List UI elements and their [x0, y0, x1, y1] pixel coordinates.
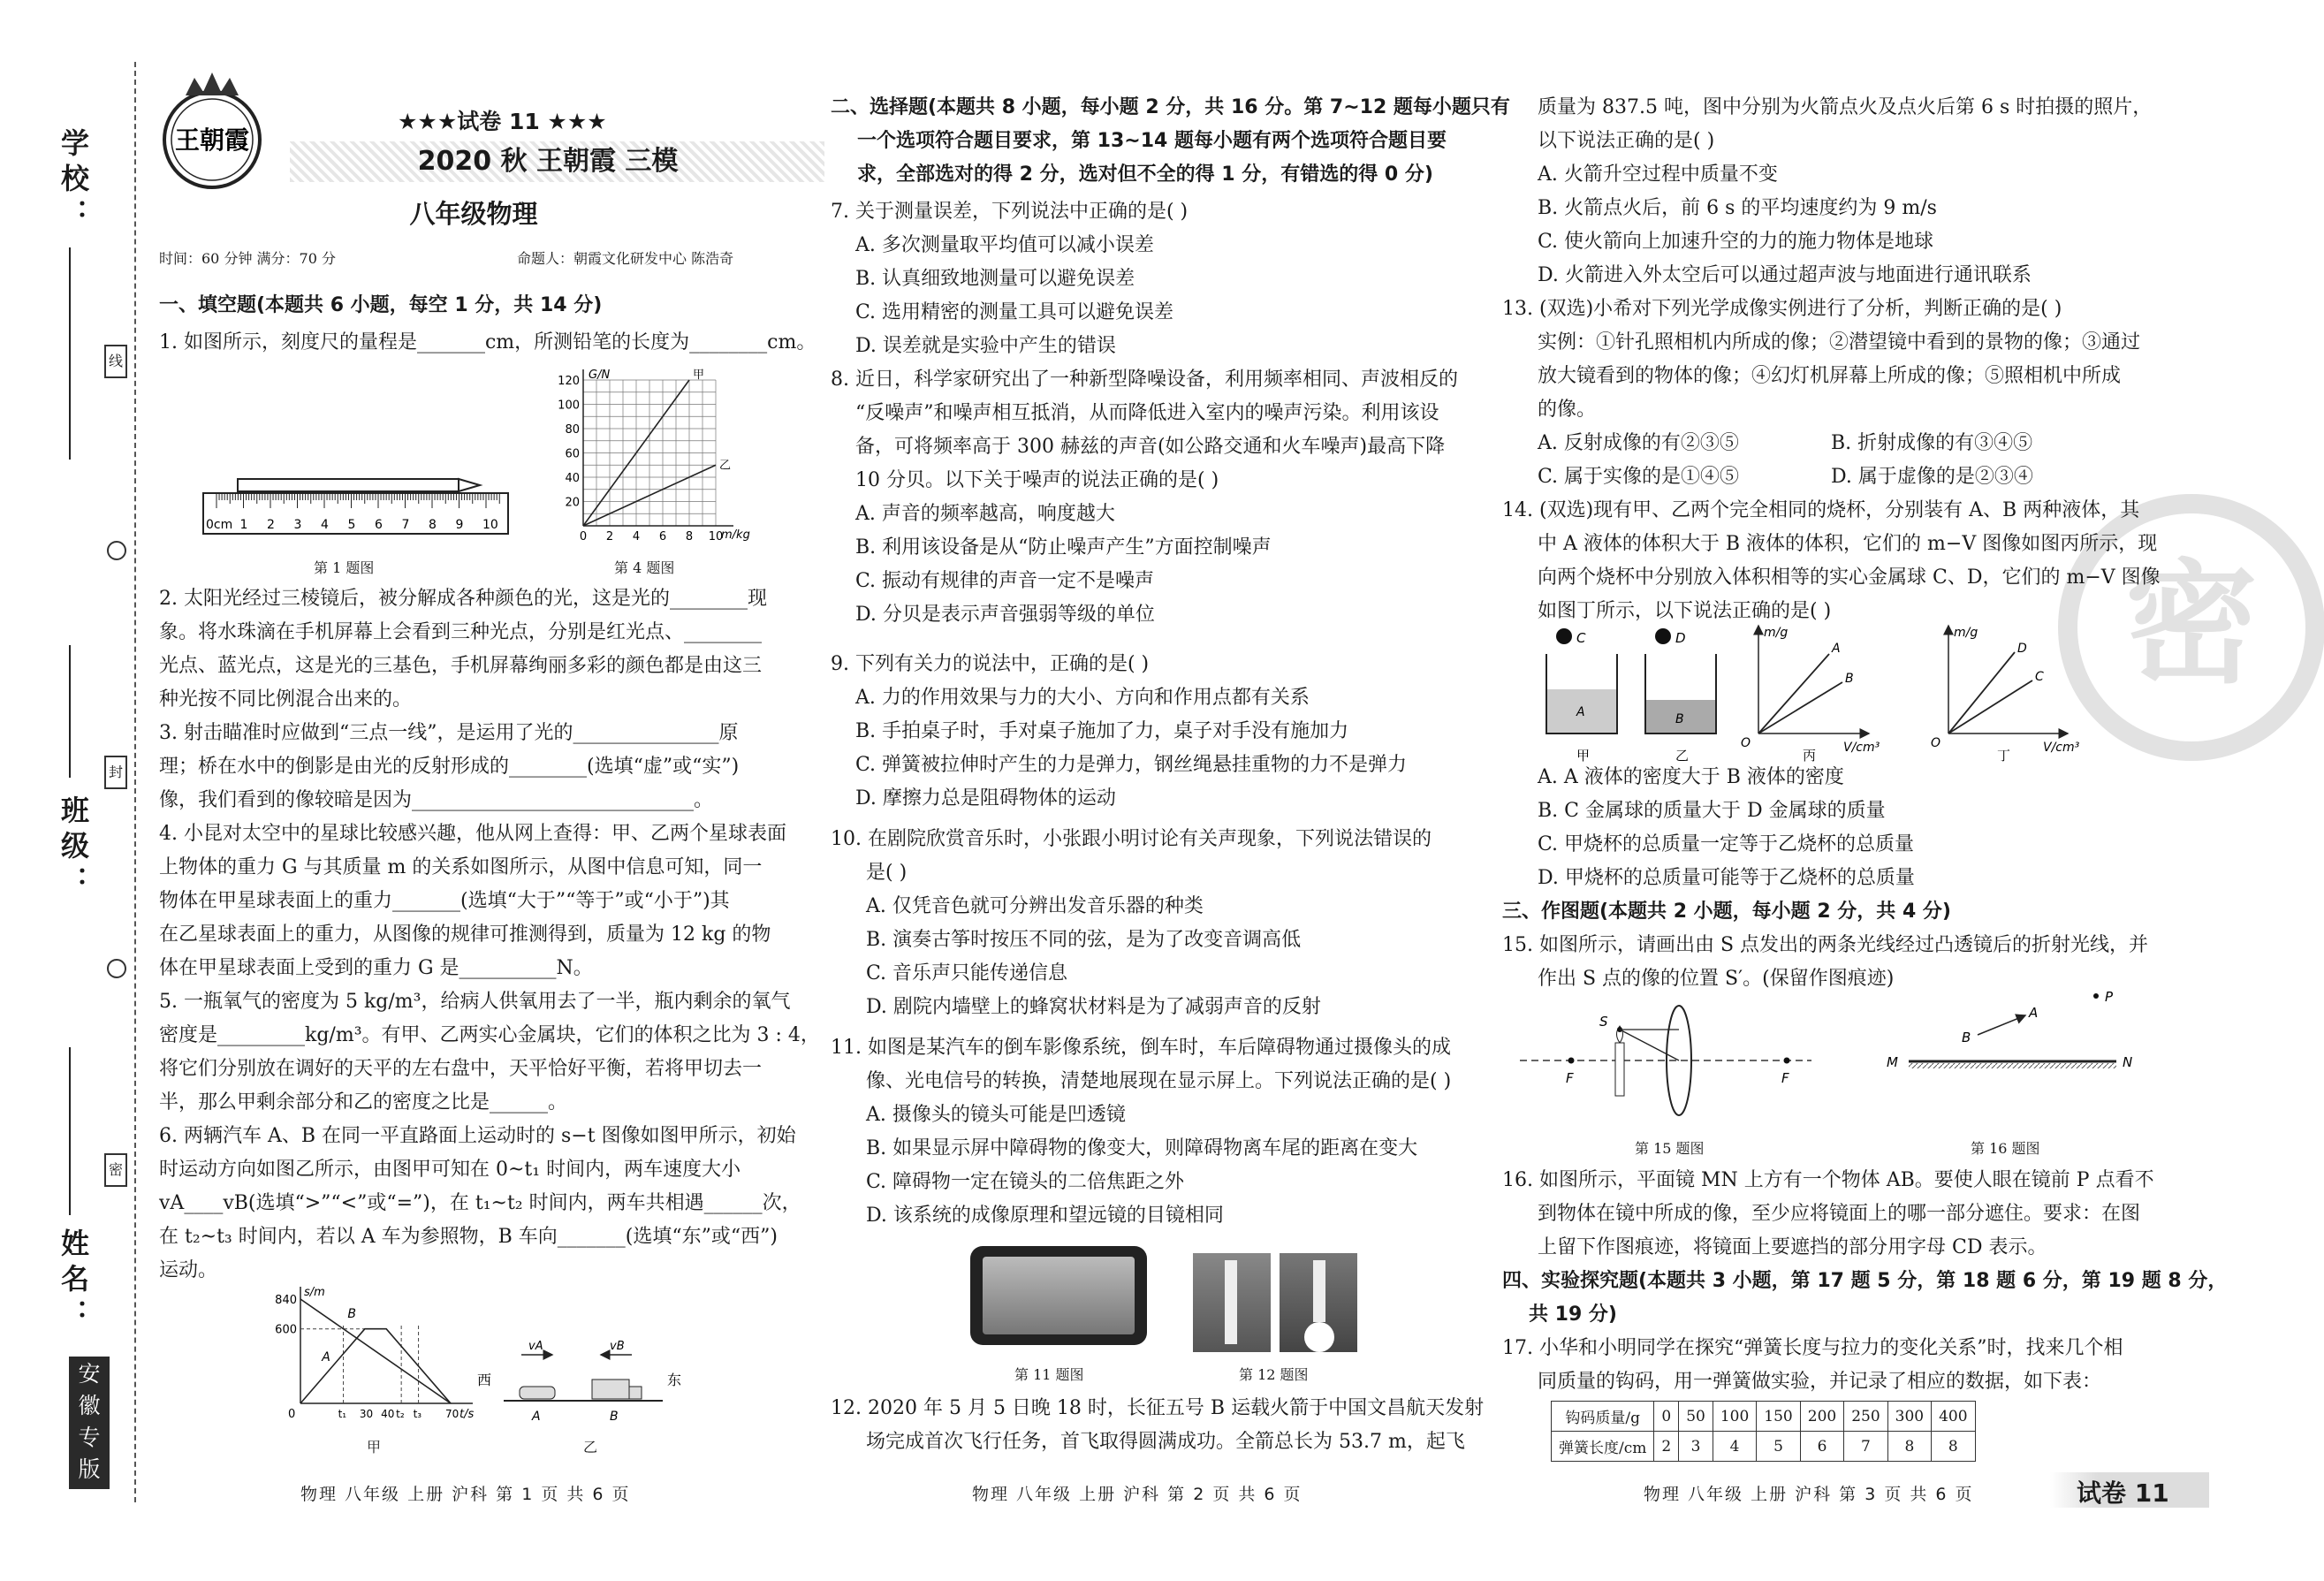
time-score: 时间：60 分钟 满分：70 分 [159, 250, 336, 267]
binding-hole [107, 959, 126, 978]
x-tick-label: t₂ [396, 1408, 405, 1420]
y-tick-label: 840 [275, 1294, 297, 1307]
gm-chart [557, 362, 760, 552]
q7-stem: 7. 关于测量误差，下列说法中正确的是( ) [831, 201, 1189, 223]
table-cell: 6 [1800, 1432, 1843, 1462]
mirror-figure [1873, 985, 2138, 1096]
svg-text:O: O [1931, 736, 1941, 750]
svg-text:vB: vB [610, 1340, 625, 1353]
q9-option-d: D. 摩擦力总是阻碍物体的运动 [855, 787, 1116, 810]
svg-text:F: F [1781, 1070, 1789, 1086]
y-tick-label: 600 [275, 1323, 297, 1337]
fig6a-caption: 甲 [367, 1439, 382, 1456]
y-tick-label: 120 [558, 375, 580, 388]
car-a [520, 1387, 555, 1399]
q14-stem: 14. (双选)现有甲、乙两个完全相同的烧杯，分别装有 A、B 两种液体，其 [1502, 499, 2140, 521]
line-c [1948, 680, 2032, 733]
q4-line2: 上物体的重力 G 与其质量 m 的关系如图所示，从图中信息可知，同一 [159, 856, 763, 878]
paper-badge: ★★★试卷 11 ★★★ [398, 109, 607, 134]
binding-hole [107, 541, 126, 560]
cut-line [134, 62, 136, 1502]
svg-text:D: D [1675, 630, 1686, 646]
line-a [1758, 654, 1829, 733]
y-tick-label: 80 [565, 423, 580, 437]
q11-line2: 像、光电信号的转换，清楚地展现在显示屏上。下列说法正确的是( ) [866, 1070, 1452, 1092]
car-b [592, 1380, 629, 1399]
q13-option-d: D. 属于虚像的是②③④ [1831, 466, 2033, 488]
ruler-label: 7 [401, 518, 410, 532]
svg-text:C: C [2035, 670, 2044, 684]
q13-line2: 实例：①针孔照相机内所成的像；②潜望镜中看到的景物的像；③通过 [1538, 331, 2141, 353]
q10-option-c: C. 音乐声只能传递信息 [866, 962, 1068, 984]
q5-line4: 半，那么甲剩余部分和乙的密度之比是______。 [159, 1091, 568, 1114]
rocket-photo-2 [1280, 1253, 1357, 1352]
q12-line3: 质量为 837.5 吨，图中分别为火箭点火及点火后第 6 s 时拍摄的照片， [1538, 96, 2153, 118]
q12-option-c: C. 使火箭向上加速升空的力的施力物体是地球 [1538, 231, 1934, 253]
table-row [1552, 1432, 1976, 1462]
svg-text:D: D [2017, 642, 2027, 656]
lens-figure [1520, 994, 1811, 1118]
q7-option-c: C. 选用精密的测量工具可以避免误差 [855, 301, 1174, 323]
table-cell: 400 [1932, 1402, 1975, 1432]
footer-page-1: 物理 八年级 上册 沪科 第 1 页 共 6 页 [300, 1485, 631, 1504]
q8-option-c: C. 振动有规律的声音一定不是噪声 [855, 570, 1155, 592]
x-tick-label: 10 [708, 530, 724, 543]
q7-option-a: A. 多次测量取平均值可以减小误差 [855, 234, 1154, 256]
fig12-caption: 第 12 题图 [1239, 1366, 1309, 1383]
spring-data-table [1551, 1401, 1976, 1462]
q8-line3: 备，可将频率高于 300 赫兹的声音(如公路交通和火车噪声)最高下降 [855, 436, 1446, 458]
svg-text:P: P [2105, 989, 2114, 1005]
q9-option-a: A. 力的作用效果与力的大小、方向和作用点都有关系 [855, 687, 1310, 709]
x-tick-label: 30 [359, 1408, 374, 1420]
q8-option-d: D. 分贝是表示声音强弱等级的单位 [855, 604, 1155, 626]
q13-option-b: B. 折射成像的有③④⑤ [1831, 432, 2033, 454]
class-label: 班级： [57, 795, 90, 901]
fig11-caption: 第 11 题图 [1014, 1366, 1084, 1383]
svg-text:V/cm³: V/cm³ [1843, 741, 1880, 755]
q12-option-a: A. 火箭升空过程中质量不变 [1538, 163, 1778, 186]
svg-text:O: O [1741, 736, 1751, 750]
school-label: 学校： [57, 128, 90, 234]
fig15-caption: 第 15 题图 [1635, 1140, 1705, 1157]
ball-c [1556, 628, 1572, 644]
q2-line1: 2. 太阳光经过三棱镜后，被分解成各种颜色的光，这是光的________现 [159, 588, 767, 610]
q4-line3: 物体在甲星球表面上的重力_______(选填“大于”“等于”或“小于”)其 [159, 890, 730, 912]
svg-text:V/cm³: V/cm³ [2043, 741, 2080, 755]
candle [1615, 1043, 1624, 1096]
x-tick-label: t₁ [338, 1408, 347, 1420]
logo-seal [159, 69, 274, 193]
q6-line1: 6. 两辆汽车 A、B 在同一平直路面上运动时的 s−t 图像如图甲所示，初始 [159, 1125, 796, 1147]
series-line-b [300, 1329, 451, 1403]
ruler-label: 5 [347, 518, 356, 532]
fig6b-caption: 乙 [583, 1439, 598, 1456]
ruler-label: 10 [482, 518, 498, 532]
svg-text:S: S [1599, 1014, 1608, 1030]
seal-mi-box: 密 [104, 1153, 127, 1187]
table-cell: 0 [1654, 1402, 1679, 1432]
q4-line1: 4. 小昆对太空中的星球比较感兴趣，他从网上查得：甲、乙两个星球表面 [159, 823, 786, 845]
q2-line3: 光点、蓝光点，这是光的三基色，手机屏幕绚丽多彩的颜色都是由这三 [159, 655, 763, 677]
q8-line4: 10 分贝。以下关于噪声的说法正确的是( ) [855, 469, 1219, 491]
q15-line2: 作出 S 点的像的位置 S′。(保留作图痕迹) [1538, 968, 1895, 990]
q11-option-d: D. 该系统的成像原理和望远镜的目镜相同 [866, 1205, 1224, 1227]
table-cell: 50 [1679, 1402, 1713, 1432]
class-blank [69, 645, 71, 778]
q16-line1: 16. 如图所示，平面镜 MN 上方有一个物体 AB。要使人眼在镜前 P 点看不 [1502, 1169, 2154, 1191]
q16-line3: 上留下作图痕迹，将镜面上要遮挡的部分用字母 CD 表示。 [1538, 1236, 2047, 1258]
section-2-line2: 一个选项符合题目要求，第 13~14 题每小题有两个选项符合题目要 [857, 130, 1447, 152]
q14-option-a: A. A 液体的密度大于 B 液体的密度 [1538, 766, 1844, 788]
q11-option-b: B. 如果显示屏中障碍物的像变大，则障碍物离车尾的距离在变大 [866, 1137, 1418, 1159]
table-cell: 300 [1887, 1402, 1931, 1432]
footer-page-2: 物理 八年级 上册 沪科 第 2 页 共 6 页 [972, 1485, 1303, 1504]
ruler-label: 0cm [206, 518, 233, 532]
svg-text:B: B [1675, 712, 1684, 726]
y-tick-label: 40 [565, 472, 580, 485]
x-tick-label: t₃ [413, 1408, 422, 1420]
q8-option-a: A. 声音的频率越高，响度越大 [855, 503, 1115, 525]
svg-text:N: N [2123, 1054, 2133, 1070]
exam-title: 2020 秋 王朝霞 三模 [417, 146, 679, 177]
q1-text: 1. 如图所示，刻度尺的量程是_______cm，所测铅笔的长度为________cm。 [159, 331, 816, 353]
page-3 [1502, 0, 2259, 1581]
q10-option-b: B. 演奏古筝时按压不同的弦，是为了改变音调高低 [866, 929, 1302, 951]
q10-option-d: D. 剧院内墙壁上的蜂窝状材料是为了减弱声音的反射 [866, 996, 1321, 1018]
name-blank [69, 1047, 71, 1215]
q10-line1: 10. 在剧院欣赏音乐时，小张跟小明讨论有关声现象，下列说法错误的 [831, 828, 1432, 850]
table-cell: 3 [1679, 1432, 1713, 1462]
q3-line3: 像，我们看到的像较暗是因为_____________________________。 [159, 789, 714, 811]
paper-number-badge: 试卷 11 [2077, 1478, 2169, 1508]
q4-line5: 体在甲星球表面上受到的重力 G 是__________N。 [159, 957, 593, 979]
q12-option-b: B. 火箭点火后，前 6 s 的平均速度约为 9 m/s [1538, 197, 1937, 219]
table-cell: 200 [1800, 1402, 1843, 1432]
x-tick-label: 4 [632, 530, 641, 543]
q12-line2: 场完成首次飞行任务，首飞取得圆满成功。全箭总长为 53.7 m，起飞 [866, 1431, 1465, 1453]
svg-text:C: C [1576, 630, 1586, 646]
school-blank [69, 247, 71, 460]
svg-text:密: 密 [2124, 548, 2259, 702]
east-label: 东 [667, 1372, 682, 1388]
table-cell: 8 [1887, 1432, 1931, 1462]
svg-text:B: B [1962, 1030, 1971, 1045]
fig14-yi: 乙 [1675, 748, 1690, 764]
ruler-label: 4 [321, 518, 329, 532]
q8-line1: 8. 近日，科学家研究出了一种新型降噪设备，利用频率相同、声波相反的 [831, 369, 1458, 391]
edition-tag: 安徽专版 [69, 1357, 110, 1489]
q5-line3: 将它们分别放在调好的天平的左右盘中，天平恰好平衡，若将甲切去一 [159, 1058, 763, 1080]
row-header-length: 弹簧长度/cm [1552, 1432, 1654, 1462]
table-cell: 7 [1844, 1432, 1887, 1462]
q12-line1: 12. 2020 年 5 月 5 日晚 18 时，长征五号 B 运载火箭于中国文昌航天发射 [831, 1397, 1485, 1419]
pencil [238, 479, 459, 491]
y-tick-label: 100 [558, 399, 580, 413]
svg-text:A: A [2029, 1005, 2039, 1021]
object-ab [1978, 1015, 2025, 1035]
svg-text:m/g: m/g [1764, 626, 1789, 640]
y-tick-label: 60 [565, 447, 580, 461]
svg-text:B: B [610, 1410, 619, 1424]
q14-option-b: B. C 金属球的质量大于 D 金属球的质量 [1538, 800, 1886, 822]
q14-line3: 向两个烧杯中分别放入体积相等的实心金属球 C、D，它们的 m−V 图像 [1538, 566, 2161, 589]
fig14-jia: 甲 [1576, 748, 1591, 764]
table-cell: 8 [1932, 1432, 1975, 1462]
q11-line1: 11. 如图是某汽车的倒车影像系统，倒车时，车后障碍物通过摄像头的成 [831, 1037, 1451, 1059]
page-2 [831, 0, 1510, 1581]
ruler-label: 6 [375, 518, 383, 532]
q9-stem: 9. 下列有关力的说法中，正确的是( ) [831, 653, 1150, 675]
svg-text:vA: vA [528, 1340, 543, 1353]
q4-line4: 在乙星球表面上的重力，从图像的规律可推测得到，质量为 12 kg 的物 [159, 924, 771, 946]
section-2-line1: 二、选择题(本题共 8 小题，每小题 2 分，共 16 分。第 7~12 题每小题只有 [831, 96, 1510, 118]
q13-option-c: C. 属于实像的是①④⑤ [1538, 466, 1740, 488]
x-tick-label: 8 [685, 530, 694, 543]
reversing-screen-photo [970, 1246, 1147, 1345]
table-cell: 250 [1844, 1402, 1887, 1432]
q14-figures [1538, 619, 2156, 764]
rocket-photo-1 [1193, 1253, 1271, 1352]
ruler-figure [199, 477, 517, 539]
q11-option-c: C. 障碍物一定在镜头的二倍焦距之外 [866, 1171, 1185, 1193]
table-cell: 2 [1654, 1432, 1679, 1462]
ruler-label: 3 [293, 518, 302, 532]
section-4-line1: 四、实验探究题(本题共 3 小题，第 17 题 5 分，第 18 题 6 分，第 19 题 8 分， [1502, 1270, 2228, 1292]
y-axis-label: G/N [589, 369, 611, 382]
section-3-title: 三、作图题(本题共 2 小题，每小题 2 分，共 4 分) [1502, 901, 1951, 923]
west-label: 西 [477, 1372, 492, 1388]
q8-option-b: B. 利用该设备是从“防止噪声产生”方面控制噪声 [855, 536, 1272, 559]
q7-option-b: B. 认真细致地测量可以避免误差 [855, 268, 1135, 290]
table-cell: 4 [1713, 1432, 1756, 1462]
x-tick-label: 70 [445, 1408, 459, 1420]
table-cell: 150 [1757, 1402, 1800, 1432]
fig16-caption: 第 16 题图 [1971, 1140, 2040, 1157]
q12-line4: 以下说法正确的是( ) [1538, 130, 1715, 152]
y-tick-label: 20 [565, 496, 580, 510]
ruler-label: 1 [239, 518, 248, 532]
row-header-mass: 钩码质量/g [1552, 1402, 1654, 1432]
q13-line4: 的像。 [1538, 399, 1597, 421]
seal-feng-box: 封 [104, 756, 127, 789]
q9-option-b: B. 手拍桌子时，手对桌子施加了力，桌子对手没有施加力 [855, 720, 1349, 742]
q3-line1: 3. 射击瞄准时应做到“三点一线”，是运用了光的_______________原 [159, 722, 739, 744]
line-b [1758, 682, 1842, 733]
name-label: 姓名： [57, 1228, 90, 1334]
fig1-caption: 第 1 题图 [314, 559, 375, 576]
x-tick-label: 40 [381, 1408, 395, 1420]
footer-page-3: 物理 八年级 上册 沪科 第 3 页 共 6 页 [1644, 1485, 1974, 1504]
q13-stem: 13. (双选)小希对下列光学成像实例进行了分析，判断正确的是( ) [1502, 298, 2062, 320]
x-axis-label: t/s [459, 1408, 475, 1421]
author: 命题人：朝霞文化研发中心 陈浩奇 [517, 250, 734, 267]
q10-option-a: A. 仅凭音色就可分辨出发音乐器的种类 [866, 895, 1204, 917]
x-tick-label: 2 [605, 530, 614, 543]
ruler-label: 9 [455, 518, 464, 532]
table-cell: 100 [1713, 1402, 1756, 1432]
seal-line-box: 线 [104, 345, 127, 378]
svg-text:F: F [1566, 1070, 1574, 1086]
q13-option-a: A. 反射成像的有②③⑤ [1538, 432, 1739, 454]
q14-option-d: D. 甲烧杯的总质量可能等于乙烧杯的总质量 [1538, 867, 1915, 889]
q17-line2: 同质量的钩码，用一弹簧做实验，并记录了相应的数据，如下表： [1538, 1371, 2102, 1393]
ball-d [1655, 628, 1671, 644]
q14-option-c: C. 甲烧杯的总质量一定等于乙烧杯的总质量 [1538, 833, 1915, 855]
svg-text:m/g: m/g [1954, 626, 1978, 640]
cars-figure [477, 1330, 689, 1436]
q15-line1: 15. 如图所示，请画出由 S 点发出的两条光线经过凸透镜后的折射光线，并 [1502, 934, 2149, 956]
logo-text: 王朝霞 [174, 125, 250, 155]
series-label: 甲 [693, 369, 705, 382]
q9-option-c: C. 弹簧被拉伸时产生的力是弹力，钢丝绳悬挂重物的力不是弹力 [855, 754, 1408, 776]
table-cell: 5 [1757, 1432, 1800, 1462]
series-label: A [322, 1350, 330, 1365]
q14-line2: 中 A 液体的体积大于 B 液体的体积，它们的 m−V 图像如图丙所示，现 [1538, 533, 2158, 555]
series-label: B [347, 1307, 357, 1322]
ruler-label: 8 [429, 518, 437, 532]
section-1-title: 一、填空题(本题共 6 小题，每空 1 分，共 14 分) [159, 294, 603, 316]
ruler-label: 2 [267, 518, 275, 532]
q2-line2: 象。将水珠滴在手机屏幕上会看到三种光点，分别是红光点、________ [159, 621, 763, 643]
q13-line3: 放大镜看到的物体的像；④幻灯机屏幕上所成的像；⑤照相机中所成 [1538, 365, 2122, 387]
fig14-bing: 丙 [1803, 748, 1817, 764]
q17-line1: 17. 小华和小明同学在探究“弹簧长度与拉力的变化关系”时，找来几个相 [1502, 1337, 2123, 1359]
q14-line4: 如图丁所示，以下说法正确的是( ) [1538, 600, 1832, 622]
q6-line4: 在 t₂~t₃ 时间内，若以 A 车为参照物，B 车向_______(选填“东”或“西”) [159, 1226, 778, 1248]
svg-text:A: A [1576, 705, 1585, 719]
page-1 [159, 0, 820, 1581]
q12-option-d: D. 火箭进入外太空后可以通过超声波与地面进行通讯联系 [1538, 264, 2032, 286]
svg-text:M: M [1887, 1054, 1898, 1070]
q11-option-a: A. 摄像头的镜头可能是凹透镜 [866, 1104, 1126, 1126]
fig4-caption: 第 4 题图 [614, 559, 675, 576]
q6-line2: 时运动方向如图乙所示，由图甲可知在 0~t₁ 时间内，两车速度大小 [159, 1159, 741, 1181]
q2-line4: 种光按不同比例混合出来的。 [159, 688, 413, 711]
fig14-ding: 丁 [1997, 748, 2011, 764]
q10-line2: 是( ) [866, 862, 908, 884]
svg-text:B: B [1845, 672, 1854, 686]
q8-line2: “反噪声”和噪声相互抵消，从而降低进入室内的噪声污染。利用该设 [855, 402, 1439, 424]
q16-line2: 到物体在镜中所成的像，至少应将镜面上的哪一部分遮住。要求：在图 [1538, 1203, 2141, 1225]
x-axis-label: m/kg [721, 528, 750, 542]
q6-line3: vA____vB(选填“>”“<”或“=”)，在 t₁~t₂ 时间内，两车共相遇______次， [159, 1192, 801, 1214]
subject-title: 八年级物理 [409, 199, 538, 229]
origin-label: 0 [288, 1408, 296, 1421]
q7-option-d: D. 误差就是实验中产生的错误 [855, 335, 1116, 357]
section-2-line3: 求，全部选对的得 2 分，选对但不全的得 1 分，有错选的得 0 分) [857, 163, 1433, 186]
series-label: 乙 [719, 459, 732, 473]
x-tick-label: 0 [579, 530, 588, 543]
q6-line5: 运动。 [159, 1259, 218, 1281]
section-4-line2: 共 19 分) [1529, 1304, 1617, 1326]
svg-text:A: A [1832, 642, 1841, 656]
q5-line2: 密度是_________kg/m³。有甲、乙两实心金属块，它们的体积之比为 3 : 4， [159, 1024, 820, 1046]
q5-line1: 5. 一瓶氧气的密度为 5 kg/m³，给病人供氧用去了一半，瓶内剩余的氧气 [159, 991, 791, 1013]
table-row [1552, 1402, 1976, 1432]
binding-strip [0, 0, 146, 1581]
svg-text:A: A [532, 1410, 541, 1424]
line-d [1948, 652, 2015, 733]
q3-line2: 理；桥在水中的倒影是由光的反射形成的________(选填“虚”或“实”) [159, 756, 740, 778]
x-tick-label: 6 [658, 530, 667, 543]
y-axis-label: s/m [304, 1286, 325, 1299]
